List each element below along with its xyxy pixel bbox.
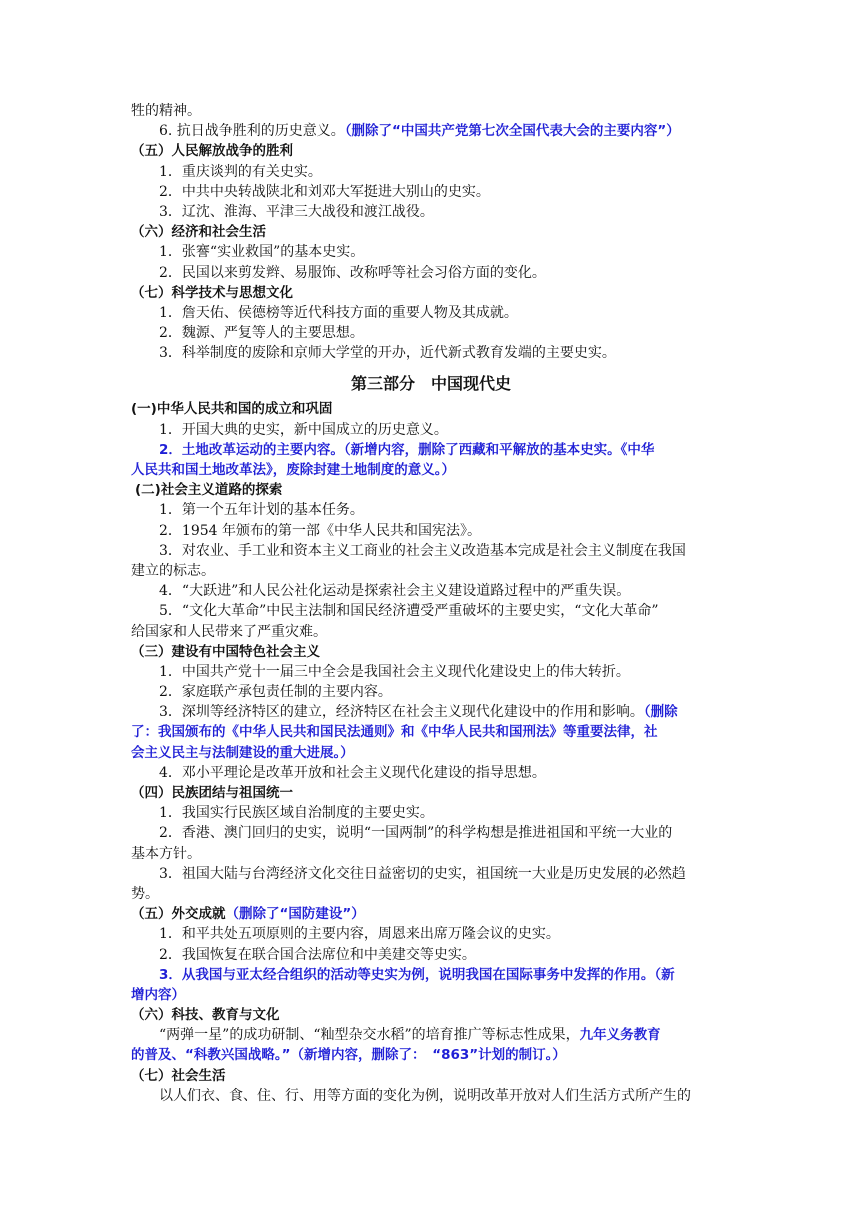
text-line: 牲的精神。 <box>131 103 201 119</box>
list-item: 2．中共中央转战陕北和刘邓大军挺进大别山的史实。 <box>159 183 490 200</box>
list-item <box>131 702 731 722</box>
revision-note: 2．土地改革运动的主要内容。（新增内容，删除了西藏和平解放的基本史实。《中华 <box>159 441 655 458</box>
revision-note: 会主义民主与法制建设的重大进展。） <box>131 744 354 761</box>
revision-note: 3．从我国与亚太经合组织的活动等史实为例，说明我国在国际事务中发挥的作用。（新 <box>159 966 675 983</box>
list-item: 1．中国共产党十一届三中全会是我国社会主义现代化建设史上的伟大转折。 <box>159 663 630 680</box>
section-heading: (一)中华人民共和国的成立和巩固 <box>131 401 333 418</box>
list-item: 1．第一个五年计划的基本任务。 <box>159 502 364 519</box>
part-title: 第三部分 中国现代史 <box>350 374 511 394</box>
list-item: 1．开国大典的史实，新中国成立的历史意义。 <box>159 421 448 438</box>
revision-note: （删除了“中国共产党第七次全国代表大会的主要内容”） <box>344 123 680 140</box>
list-item: 2．魏源、严复等人的主要思想。 <box>159 325 364 342</box>
list-item: 4．“大跃进”和人民公社化运动是探索社会主义建设道路过程中的严重失误。 <box>159 583 631 600</box>
list-item: 1．重庆谈判的有关史实。 <box>159 163 322 180</box>
list-item <box>131 1025 731 1045</box>
revision-note: （删除 <box>643 704 678 721</box>
section-heading: （六）经济和社会生活 <box>131 224 266 241</box>
revision-note: 了：我国颁布的《中华人民共和国民法通则》和《中华人民共和国刑法》等重要法律，社 <box>131 724 658 741</box>
list-item: 2．香港、澳门回归的史实，说明“一国两制”的科学构想是推进祖国和平统一大业的 <box>159 825 673 842</box>
revision-note: （删除了“国防建设”） <box>225 906 365 923</box>
section-heading: （五）人民解放战争的胜利 <box>131 143 293 160</box>
list-item-continuation: 势。 <box>131 885 159 902</box>
list-item-continuation: 给国家和人民带来了严重灾难。 <box>131 623 327 640</box>
list-item: 2．民国以来剪发辫、易服饰、改称呼等社会习俗方面的变化。 <box>159 264 546 281</box>
list-item: 以人们衣、食、住、行、用等方面的变化为例，说明改革开放对人们生活方式所产生的 <box>159 1087 691 1104</box>
list-item: 2．我国恢复在联合国合法席位和中美建交等史实。 <box>159 946 476 963</box>
list-item: 3．祖国大陆与台湾经济文化交往日益密切的史实，祖国统一大业是历史发展的必然趋 <box>159 865 686 882</box>
section-heading: （三）建设有中国特色社会主义 <box>131 643 320 660</box>
list-item: 2．1954 年颁布的第一部《中华人民共和国宪法》。 <box>159 522 481 539</box>
section-heading: (二)社会主义道路的探索 <box>135 482 283 499</box>
section-heading: （七）社会生活 <box>131 1067 226 1084</box>
list-item: 1．张謇“实业救国”的基本史实。 <box>159 244 365 261</box>
item-text: “两弹一星”的成功研制、“籼型杂交水稻”的培育推广等标志性成果， <box>159 1027 580 1044</box>
list-item-continuation: 基本方针。 <box>131 845 201 862</box>
list-item: 3．辽沈、淮海、平津三大战役和渡江战役。 <box>159 203 434 220</box>
list-item: 2．家庭联产承包责任制的主要内容。 <box>159 684 392 701</box>
item-text: 3．深圳等经济特区的建立，经济特区在社会主义现代化建设中的作用和影响。 <box>159 704 644 721</box>
list-item: 1．和平共处五项原则的主要内容，周恩来出席万隆会议的史实。 <box>159 926 560 943</box>
section-heading <box>131 904 731 924</box>
revision-note: 人民共和国土地改革法》，废除封建土地制度的意义。） <box>131 462 455 478</box>
section-heading: （七）科学技术与思想文化 <box>131 284 293 301</box>
list-item: 1．我国实行民族区域自治制度的主要史实。 <box>159 805 434 822</box>
heading-text: （五）外交成就 <box>131 906 226 923</box>
revision-note: 增内容） <box>131 986 185 1003</box>
section-heading: （四）民族团结与祖国统一 <box>131 785 293 801</box>
document-body <box>131 101 731 1106</box>
revision-note: 的普及、“科教兴国战略。”（新增内容，删除了： “863”计划的制订。） <box>131 1047 566 1064</box>
list-item: 3．科举制度的废除和京师大学堂的开办，近代新式教育发端的主要史实。 <box>159 345 616 362</box>
list-item: 3．对农业、手工业和资本主义工商业的社会主义改造基本完成是社会主义制度在我国 <box>159 542 686 559</box>
list-item: 4．邓小平理论是改革开放和社会主义现代化建设的指导思想。 <box>159 764 546 781</box>
list-item-continuation: 建立的标志。 <box>131 562 215 579</box>
list-item: 1．詹天佑、侯德榜等近代科技方面的重要人物及其成就。 <box>159 304 518 321</box>
section-heading: （六）科技、教育与文化 <box>131 1007 280 1024</box>
list-item: 5．“文化大革命”中民主法制和国民经济遭受严重破坏的主要史实，“文化大革命” <box>159 603 659 620</box>
text-line <box>131 121 731 141</box>
item-text: 6. 抗日战争胜利的历史意义。 <box>159 123 345 140</box>
revision-note: 九年义务教育 <box>579 1027 661 1044</box>
